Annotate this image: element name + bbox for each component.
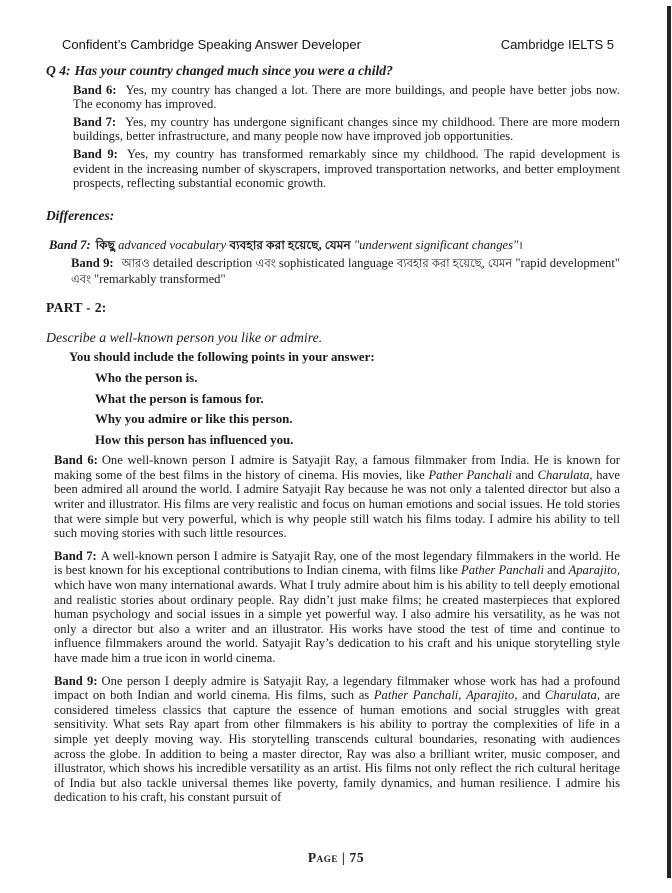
- question-4-label: Q 4:: [46, 63, 71, 78]
- part2-band9-text: One person I deeply admire is Satyajit Ray, a legendary filmmaker whose work has had a profound impact on both Indian and world cinema. His films, such as Pather Panchali, Aparajito, and Charulata, are considered timeless classics that capture the essence of human emotions and social struggles with great sensitivity. What sets Ray apart from other filmmakers is his ability to portray the complexities of life in a simple yet deeply moving way. His storytelling transcends cultural boundaries, resonating with audiences across the globe. In addition to being a master director, Ray was also a brilliant writer, music composer, and illustrator, which shows his incredible versatility as an artist. His films not only reflect the rich cultural heritage of India but also tackle universal themes like poverty, family dynamics, and human resilience. I admire his dedication to his craft, his constant pursuit of: [54, 673, 620, 805]
- diff-band7-text: কিছু advanced vocabulary ব্যবহার করা হয়েছে, যেমন "underwent significant changes"।: [95, 238, 523, 253]
- band6-label: Band 6:: [73, 82, 117, 97]
- part2-band6-text: One well-known person I admire is Satyajit Ray, a famous filmmaker from India. He is known for making some of the best films in the history of cinema. His movies, like Pather Panchali and Charulata, have been admired all around the world. I admire Satyajit Ray because he was not only a talented director but also a writer and illustrator. His films are very realistic and focus on human emotions and social issues. He told stories that were simple but very powerful, which is why people still watch his films today. I admire his ability to tell such moving stories with such little resources.: [54, 453, 621, 541]
- differences-band9-item: [71, 256, 620, 287]
- band9-text: Yes, my country has transformed remarkably since my childhood. The rapid development is evident in the increasing number of skyscrapers, improved transportation networks, and better employment prospects, reflecting substantial economic growth.: [73, 146, 620, 191]
- q4-band9-answer: [73, 147, 620, 191]
- part2-heading: PART - 2:: [46, 300, 107, 316]
- page-number: Page | 75: [307, 850, 365, 865]
- cue-card-point-3: Why you admire or like this person.: [95, 412, 293, 427]
- part2-band9-answer: [54, 674, 620, 805]
- cue-card-point-1: Who the person is.: [95, 370, 198, 385]
- q4-band7-answer: [73, 115, 620, 144]
- part2-band7-label: Band 7:: [54, 548, 97, 563]
- question-4-line: [46, 64, 620, 79]
- part2-band6-label: Band 6:: [54, 453, 98, 468]
- cue-card-title: Describe a well-known person you like or admire.: [46, 329, 323, 345]
- cue-card-point-2: What the person is famous for.: [95, 391, 264, 406]
- part2-band9-label: Band 9:: [54, 673, 98, 688]
- page-header: [0, 0, 672, 52]
- scan-border-artifact: [667, 6, 671, 878]
- band7-text: Yes, my country has undergone significant changes since my childhood. There are more modern buildings, better infrastructure, and many people now have improved job opportunities.: [73, 114, 620, 144]
- band6-text: Yes, my country has changed a lot. There are more buildings, and people have better jobs now. The economy has improved.: [73, 82, 620, 112]
- question-4-text: Has your country changed much since you were a child?: [74, 63, 393, 78]
- cue-card-instruction: You should include the following points in your answer:: [69, 350, 375, 365]
- diff-band7-label: Band 7:: [49, 238, 91, 253]
- part2-band7-text: A well-known person I admire is Satyajit Ray, one of the most legendary filmmakers in the world. He is best known for his exceptional contributions to Indian cinema, with films like Pather Panchali and Aparajito, which have won many international awards. What I truly admire about him is his ability to tell deeply emotional and realistic stories about ordinary people. Ray didn’t just make films; he created masterpieces that explored human psychology and social issues in a simple yet powerful way. I also admire his versatility, as he was not only a director but also a writer and an illustrator. His works have stood the test of time and continue to influence filmmakers around the world. Satyajit Ray’s dedication to his craft and his unique storytelling style have made him a true icon in world cinema.: [54, 548, 620, 665]
- part2-band7-answer: [54, 549, 620, 666]
- cue-card-point-4: How this person has influenced you.: [95, 432, 294, 447]
- header-title-left: Confident’s Cambridge Speaking Answer Developer: [62, 37, 361, 52]
- differences-band7-item: [49, 238, 620, 254]
- differences-heading: Differences:: [46, 207, 115, 223]
- q4-band6-answer: [73, 83, 620, 112]
- page-content: [0, 52, 672, 805]
- part2-band6-answer: [54, 453, 620, 541]
- band9-label: Band 9:: [73, 146, 118, 161]
- diff-band9-label: Band 9:: [71, 255, 114, 270]
- header-title-right: Cambridge IELTS 5: [500, 37, 614, 52]
- diff-band9-text: আরও detailed description এবং sophisticated language ব্যবহার করা হয়েছে, যেমন "rapid development" এবং "remarkably transformed": [71, 255, 620, 286]
- band7-label: Band 7:: [73, 114, 117, 129]
